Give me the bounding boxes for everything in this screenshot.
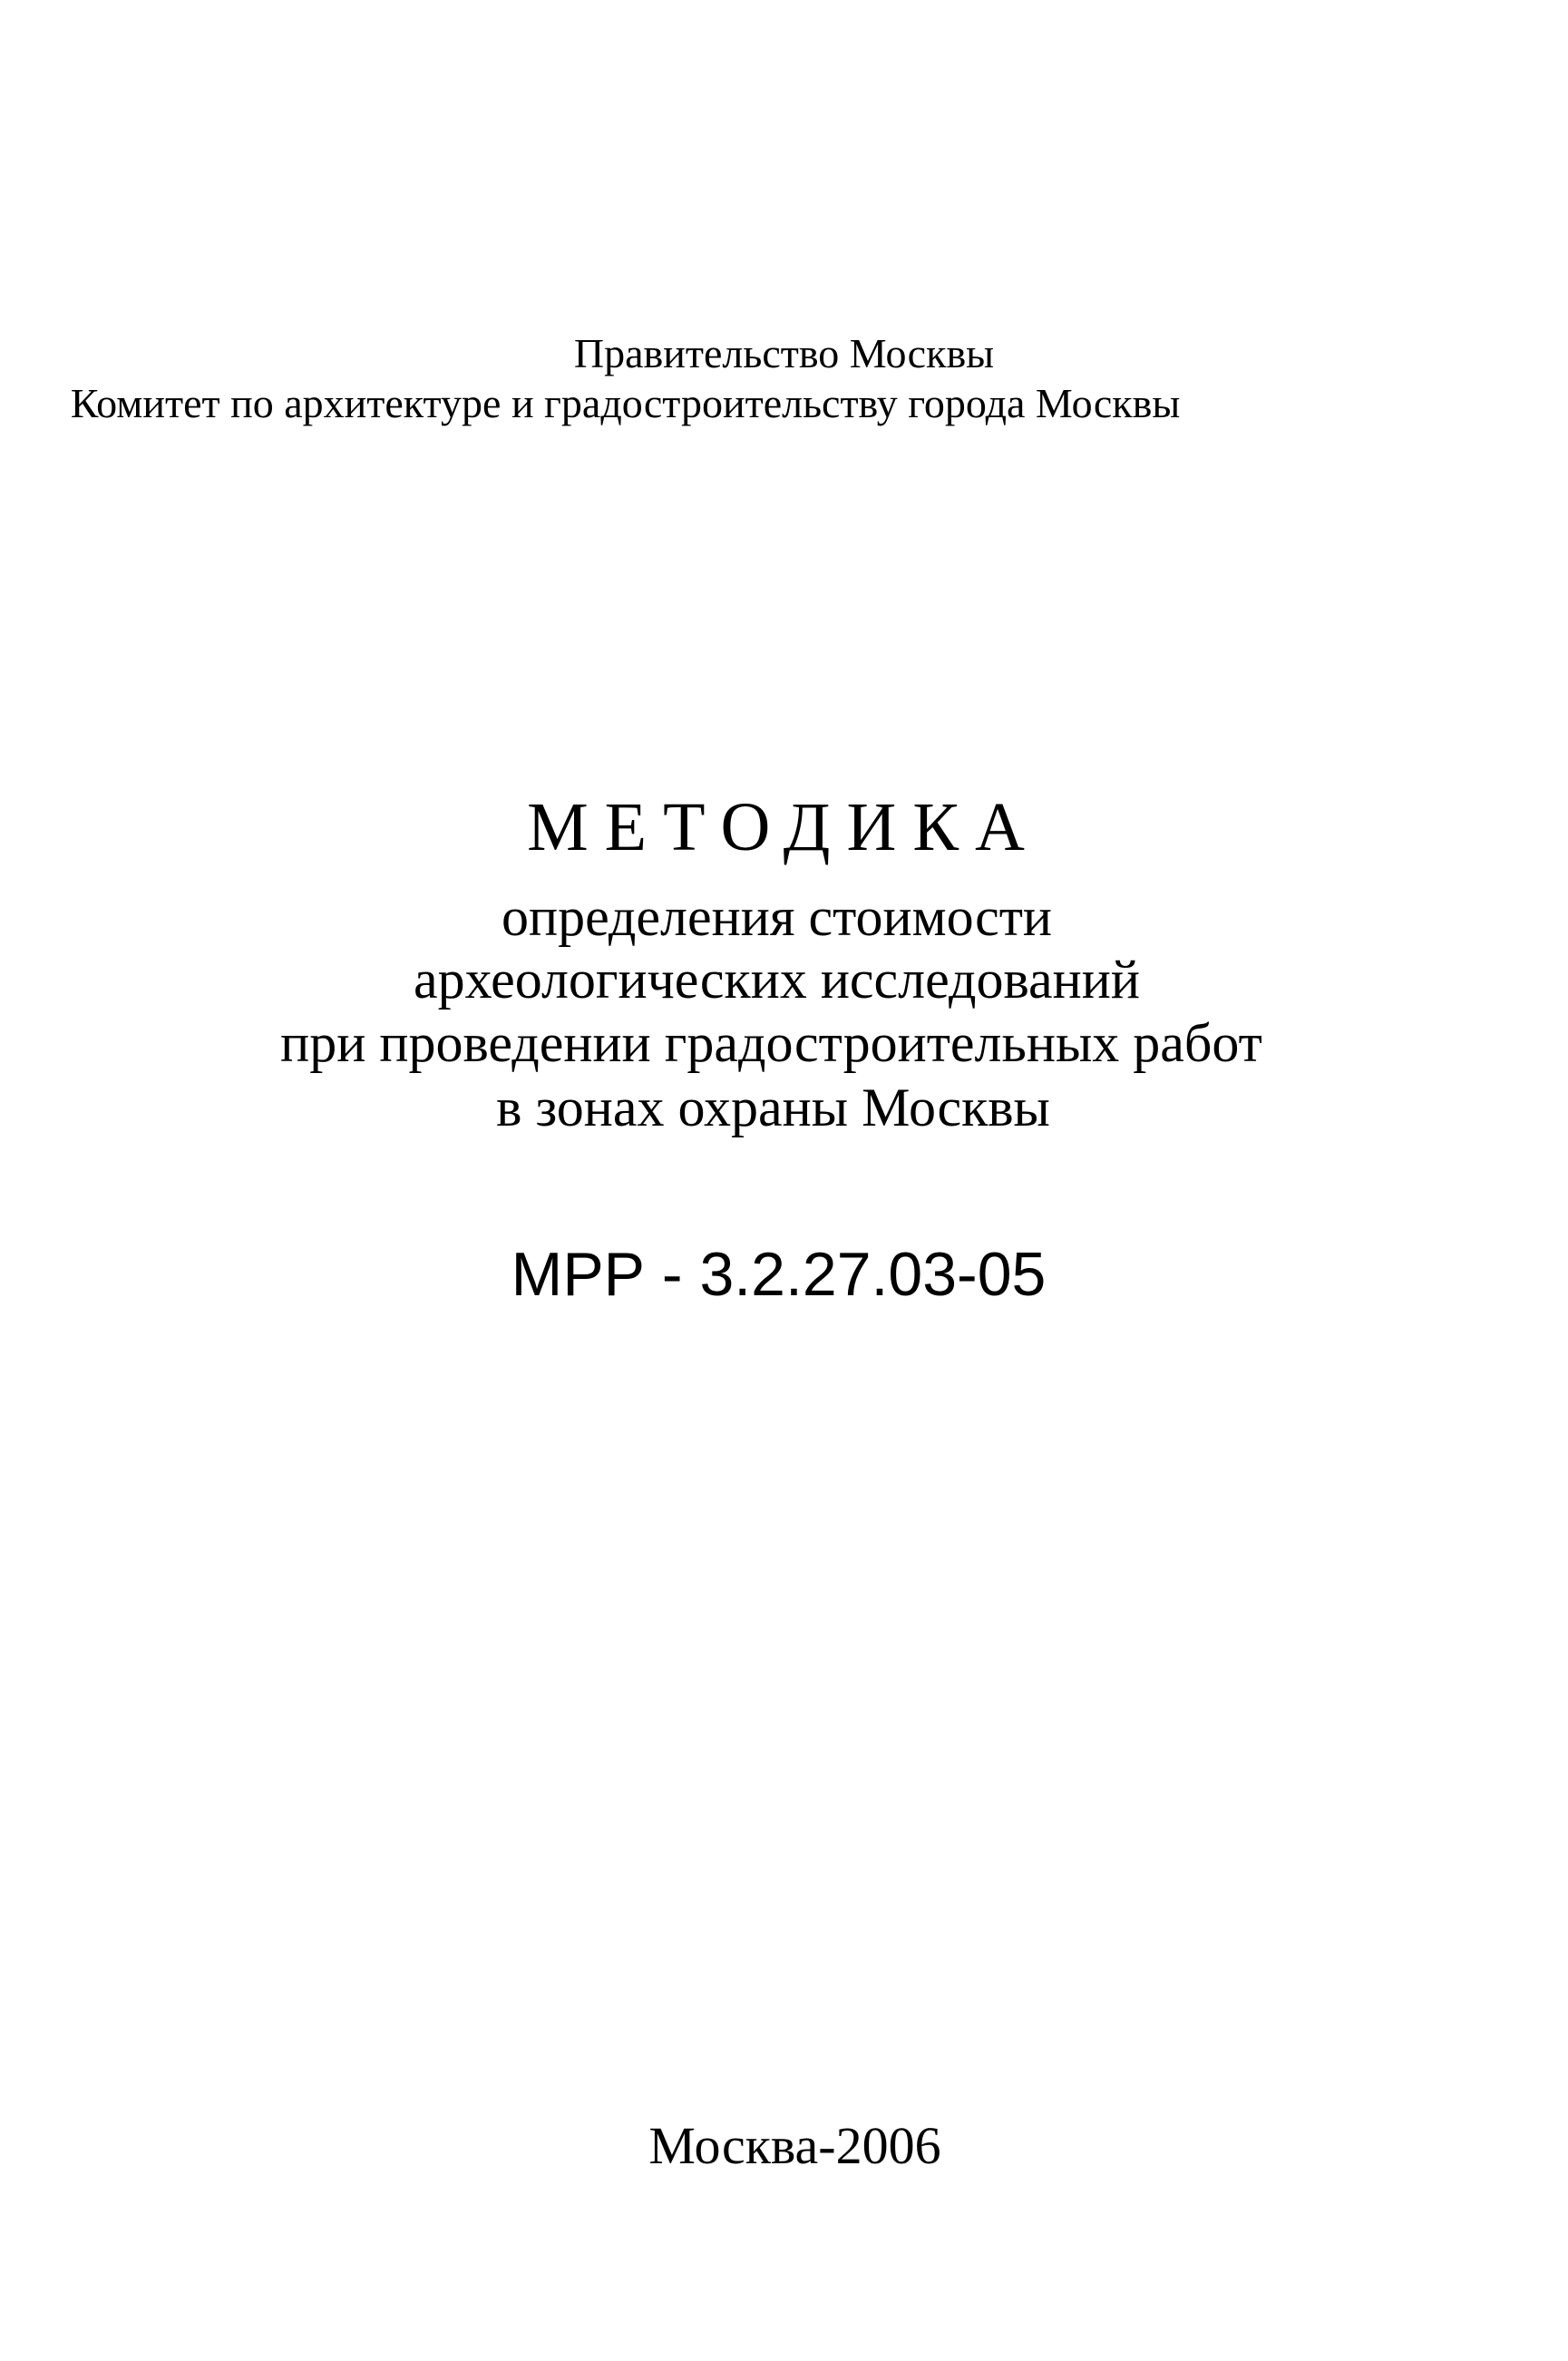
place-and-year: Москва-2006 (648, 2116, 941, 2175)
document-code: МРР - 3.2.27.03-05 (511, 1240, 1047, 1309)
subtitle-line: в зонах охраны Москвы (496, 1078, 1050, 1137)
subtitle-line: при проведении градостроительных работ (280, 1013, 1262, 1073)
subtitle-line: археологических исследований (413, 950, 1140, 1010)
issuing-authority: Правительство Москвы (573, 330, 995, 376)
subtitle-line: определения стоимости (501, 887, 1053, 947)
document-title: МЕТОДИКА (527, 789, 1041, 865)
issuing-committee: Комитет по архитектуре и градостроительству города Москвы (70, 380, 1181, 426)
